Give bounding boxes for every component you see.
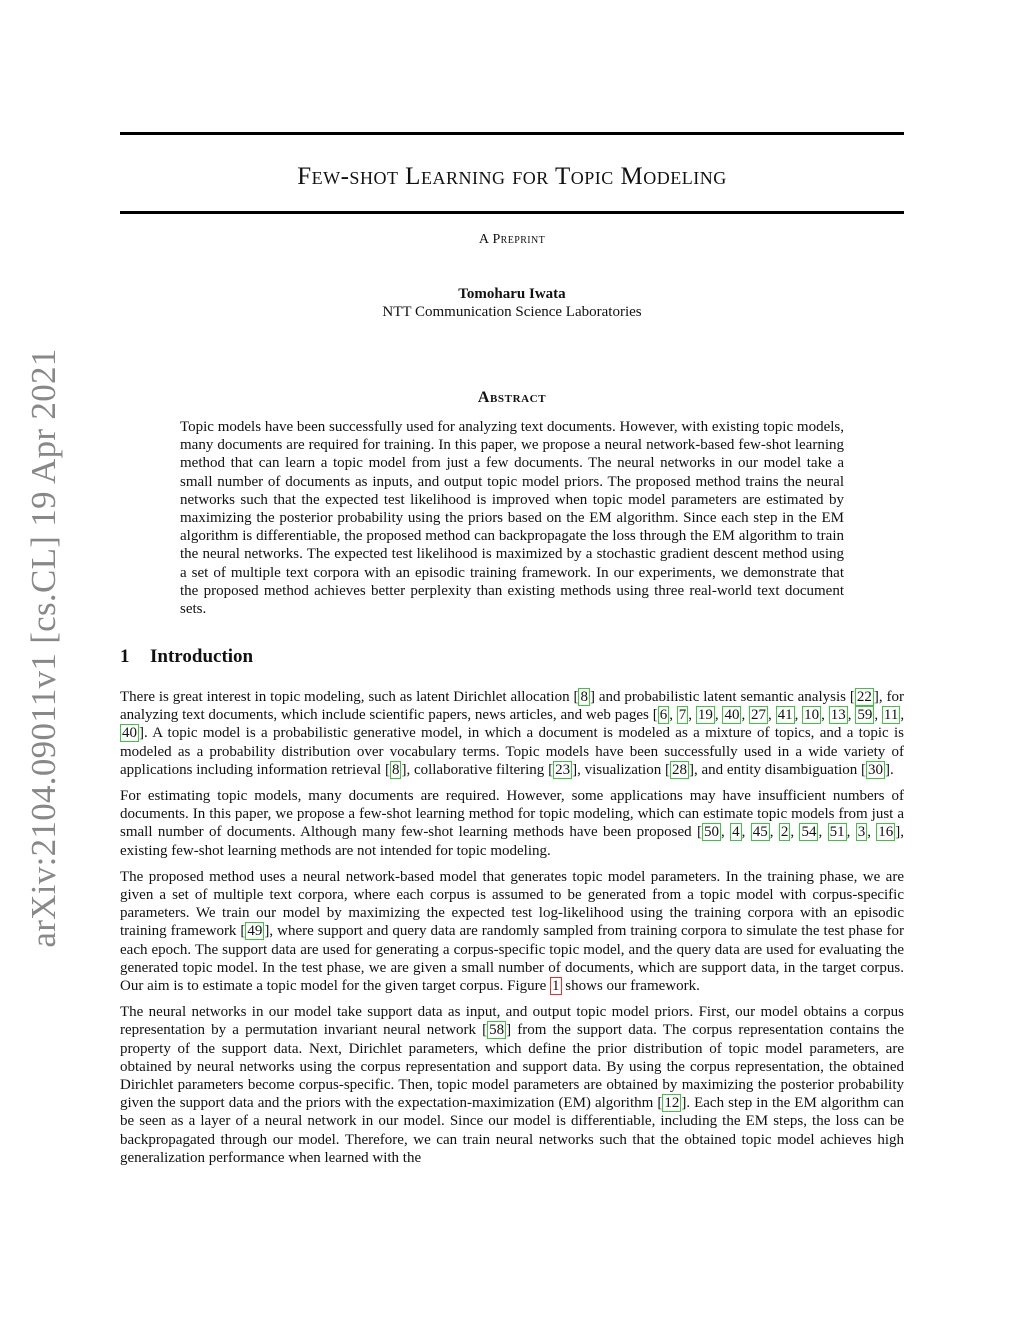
citation-link[interactable]: 4 [732, 824, 740, 841]
text-run: For estimating topic models, many documents are required. However, some applications may have insufficient numbers of documents. In this paper, we propose a few-shot learning method for topic modeling, which can estimate topic models from just a small number of documents. Although many few-shot learning methods have been proposed [120, 788, 904, 841]
citation-link[interactable]: 12 [664, 1095, 680, 1112]
citation-link[interactable]: 40 [724, 707, 740, 724]
text-run: , visualization [577, 761, 665, 778]
section-title: Introduction [150, 646, 254, 667]
citation-group: [ 50 , 4 , 45 , 2 , 54 , 51 , 3 , 16 ] [697, 824, 901, 841]
citation-link[interactable]: 54 [801, 824, 817, 841]
text-run: . Each step in the EM algorithm can be seen as a layer of a neural network in our model. Since our model is differentiable, including the EM steps, the loss can be backpropagated through our model. Therefore, we can train neural networks such that the obtained topic model achieves high generalization performance when learned with the [120, 1095, 904, 1166]
text-run: The neural networks in our model take support data as input, and output topic model priors. First, our model obtains a corpus representation by a permutation invariant neural network [120, 1004, 904, 1039]
citation-group: [ 49 ] [240, 923, 270, 940]
section-body [120, 688, 904, 1167]
citation-group: [ 28 ] [664, 761, 694, 778]
paragraph-3 [120, 868, 904, 995]
citation-link[interactable]: 58 [489, 1022, 505, 1039]
citation-link[interactable]: 16 [878, 824, 894, 841]
citation-group: [ 30 ] [861, 761, 891, 778]
text-run: , where support and query data are randomly sampled from training corpora to simulate the test phase for each epoch. The support data are used for generating a corpus-specific topic model, and the query data are used for evaluating the generated topic model. In the test phase, we are given a small number of documents, which are support data, in the target corpus. Our aim is to estimate a topic model for the given target corpus. Figure [120, 923, 904, 995]
citation-group: [ 6 , 7 , 19 , 40 , 27 , 41 , 10 , 13 , 59 , 11 , 40 ] [122, 707, 905, 742]
abstract-heading: Abstract [477, 389, 547, 406]
citation-group: [ 8 ] [573, 689, 595, 705]
text-run: , and entity disambiguation [693, 761, 862, 778]
text-run: , for analyzing text documents, which include scientific papers, news articles, and web pages [120, 689, 904, 724]
citation-group: [ 23 ] [548, 761, 578, 778]
text-run: and probabilistic latent semantic analysis [594, 689, 850, 705]
citation-link[interactable]: 3 [857, 824, 866, 841]
text-run: shows our framework. [561, 978, 700, 995]
citation-link[interactable]: 30 [868, 761, 884, 778]
citation-group: [ 8 ] [384, 761, 407, 778]
citation-link[interactable]: 40 [122, 725, 137, 742]
citation-link[interactable]: 59 [857, 707, 873, 724]
section-number: 1 [120, 646, 130, 667]
text-run: There is great interest in topic modeling, such as latent Dirichlet allocation [120, 689, 574, 705]
author-affiliation: NTT Communication Science Laboratories [382, 304, 642, 320]
citation-group: [ 58 ] [482, 1022, 512, 1039]
paragraph-2 [120, 787, 904, 860]
citation-link[interactable]: 41 [777, 707, 793, 724]
text-run: from the support data. The corpus representation contains the property of the support data. Next, Dirichlet parameters, which define the prior distribution of topic model parameters, are obtained by neural networks using the corpus representation and support data. By using the corpus representation, the obtained Dirichlet parameters become corpus-specific. Then, topic model parameters are obtained by maximizing the posterior probability given the support data and the priors with the expectation-maximization (EM) algorithm [120, 1022, 905, 1112]
author-name: Tomoharu Iwata [458, 286, 566, 302]
title-rule-top [120, 132, 904, 135]
citation-link[interactable]: 45 [752, 824, 768, 841]
section-heading [120, 646, 253, 668]
preprint-label: A Preprint [478, 232, 546, 247]
abstract-body: Topic models have been successfully used for analyzing text documents. However, with existing topic models, many documents are required for training. In this paper, we propose a neural network-based few-shot learning method that can learn a topic model from just a few documents. The neural networks in our model take a small number of documents as inputs, and output topic model priors. The proposed method trains the neural networks such that the expected test likelihood is improved when topic model parameters are estimated by maximizing the posterior probability using the priors based on the EM algorithm. Since each step in the EM algorithm is differentiable, the proposed method can backpropagate the loss through the EM algorithm to train the neural networks. The expected test likelihood is maximized by a stochastic gradient descent method using a set of multiple text corpora with an episodic training framework. In our experiments, we demonstrate that the proposed method achieves better perplexity than existing methods using three real-world text document sets. [180, 419, 844, 618]
citation-link[interactable]: 7 [678, 707, 687, 724]
text-run: The proposed method uses a neural network-based model that generates topic model parameters. In the training phase, we are given a set of multiple text corpora, where each corpus is assumed to be generated from a topic model with corpus-specific parameters. We train our model by maximizing the expected test log-likelihood using the training corpora with an episodic training framework [120, 868, 904, 940]
citation-link[interactable]: 2 [780, 824, 789, 841]
citation-link[interactable]: 8 [391, 761, 400, 778]
text-run: . A topic model is a probabilistic generative model, in which a document is modeled as a mixture of topics, and a topic is modeled as a probability distribution over vocabulary terms. Topic models have been successfully used in a wide variety of applications including information retrieval [120, 725, 904, 778]
text-run: , existing few-shot learning methods are not intended for topic modeling. [120, 824, 905, 859]
citation-link[interactable]: 23 [555, 761, 571, 778]
text-run: , collaborative filtering [406, 761, 549, 778]
title-rule-bottom [120, 211, 904, 214]
paragraph-1 [120, 688, 904, 779]
citation-link[interactable]: 8 [580, 689, 588, 705]
citation-link[interactable]: 28 [671, 761, 687, 778]
citation-link[interactable]: 13 [830, 707, 846, 724]
citation-link[interactable]: 22 [856, 689, 872, 705]
paper-title: Few-shot Learning for Topic Modeling [297, 163, 727, 190]
citation-group: [ 22 ] [849, 689, 879, 705]
paragraph-4 [120, 1003, 904, 1167]
citation-link[interactable]: 19 [697, 707, 713, 724]
figure-reference-link[interactable]: 1 [552, 978, 560, 995]
citation-link[interactable]: 50 [704, 824, 720, 841]
citation-link[interactable]: 6 [659, 707, 668, 724]
citation-link[interactable]: 51 [829, 824, 845, 841]
citation-link[interactable]: 27 [751, 707, 767, 724]
citation-group: [ 12 ] [657, 1095, 687, 1112]
citation-link[interactable]: 49 [247, 923, 263, 940]
arxiv-stamp-text: arXiv:2104.09011v1 [cs.CL] 19 Apr 2021 [24, 348, 63, 948]
citation-link[interactable]: 11 [883, 707, 899, 724]
text-run: . [890, 761, 894, 778]
citation-link[interactable]: 10 [804, 707, 820, 724]
